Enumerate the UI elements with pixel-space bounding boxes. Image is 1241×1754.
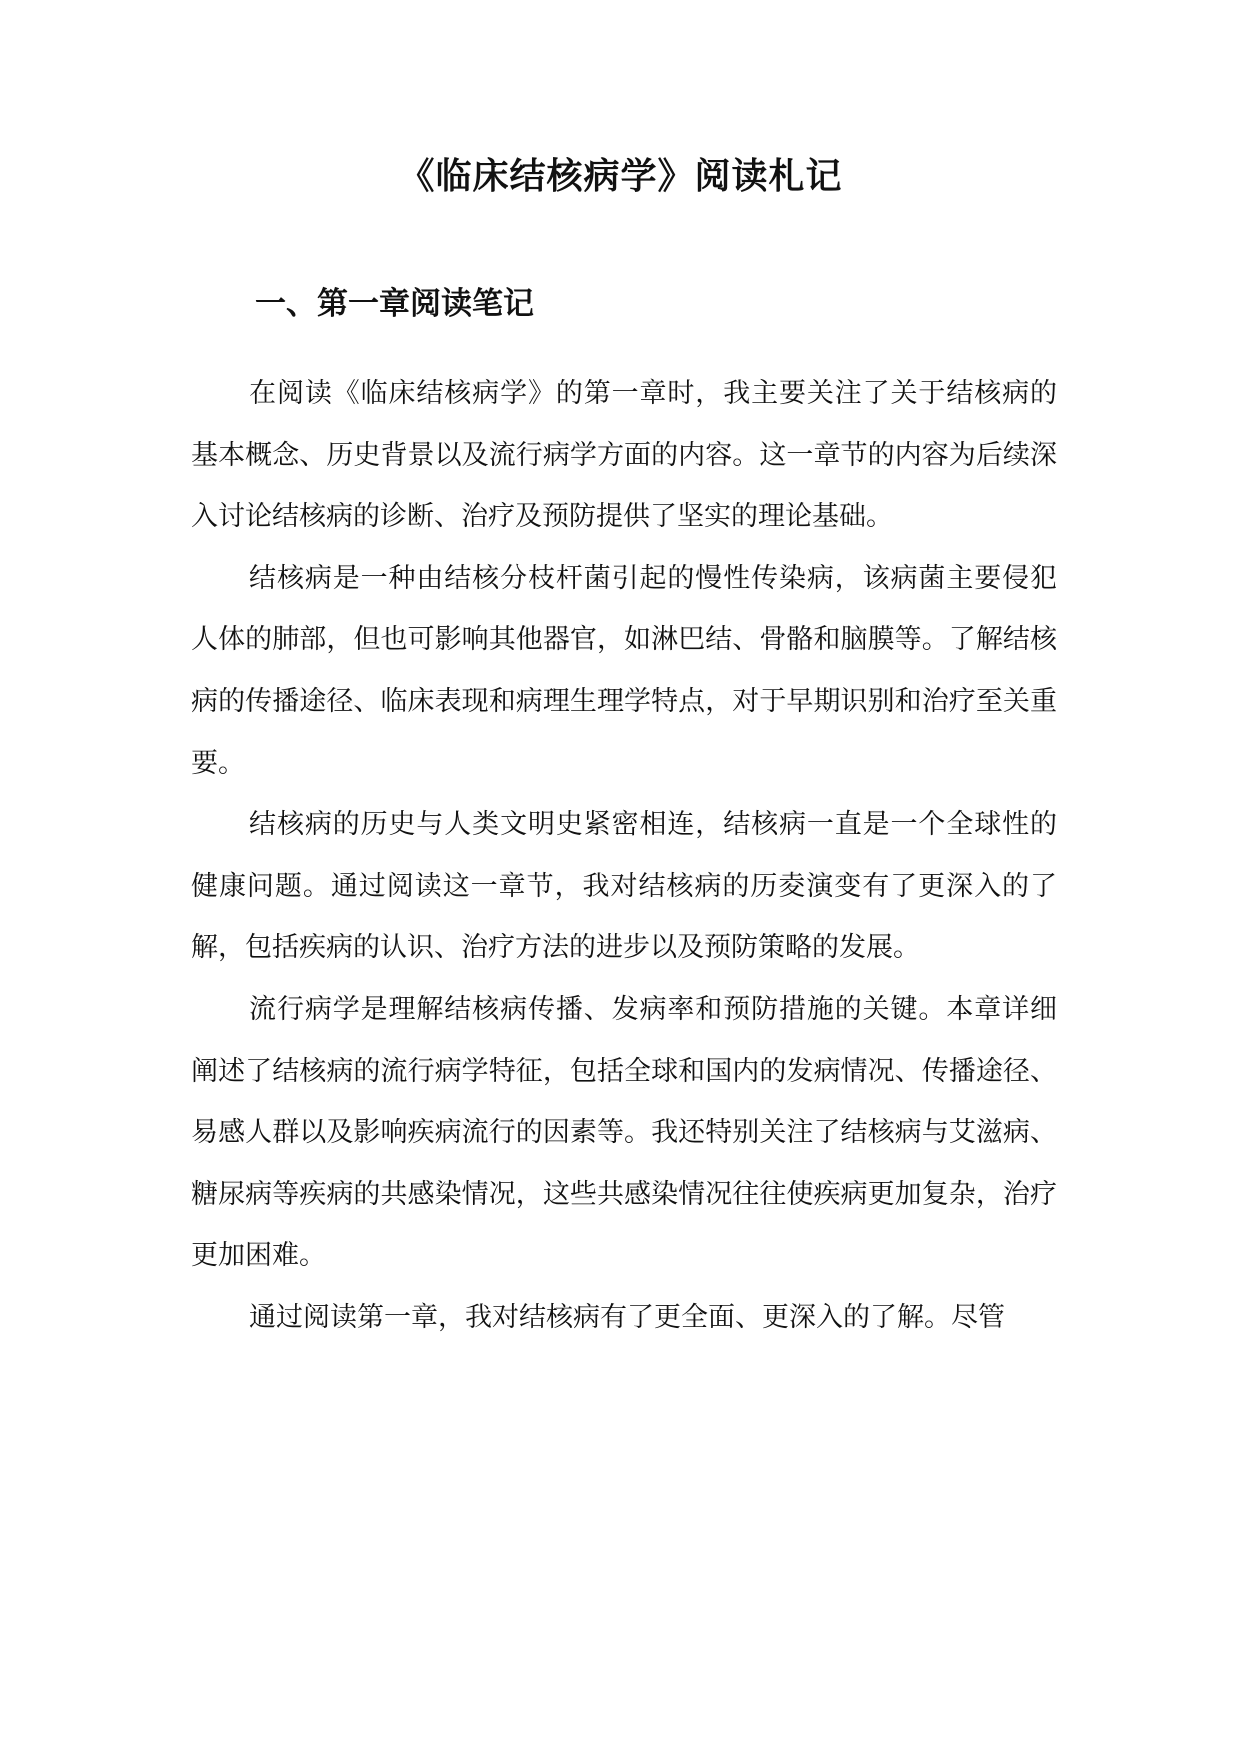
paragraph-2: 结核病是一种由结核分枝杆菌引起的慢性传染病，该病菌主要侵犯人体的肺部，但也可影响其他器官，如淋巴结、骨骼和脑膜等。了解结核病的传播途径、临床表现和病理生理学特点，对于早期识别和治疗至关重要。 xyxy=(191,562,1057,779)
paragraph-5: 通过阅读第一章，我对结核病有了更全面、更深入的了解。尽管 xyxy=(249,1301,1006,1333)
document-title: 《临床结核病学》阅读札记 xyxy=(398,155,843,197)
paragraph-4: 流行病学是理解结核病传播、发病率和预防措施的关键。本章详细阐述了结核病的流行病学特征，包括全球和国内的发病情况、传播途径、易感人群以及影响疾病流行的因素等。我还特别关注了结核病与艾滋病、糖尿病等疾病的共感染情况，这些共感染情况往往使疾病更加复杂，治疗更加困难。 xyxy=(191,993,1057,1272)
section-heading: 一、第一章阅读笔记 xyxy=(255,286,534,322)
paragraph-3: 结核病的历史与人类文明史紧密相连，结核病一直是一个全球性的健康问题。通过阅读这一章节，我对结核病的历夌演变有了更深入的了解，包括疾病的认识、治疗方法的进步以及预防策略的发展。 xyxy=(191,809,1057,964)
body-text xyxy=(191,363,1057,1349)
paragraph-1: 在阅读《临床结核病学》的第一章时，我主要关注了关于结核病的基本概念、历史背景以及流行病学方面的内容。这一章节的内容为后续深入讨论结核病的诊断、治疗及预防提供了坚实的理论基础。 xyxy=(191,378,1057,533)
